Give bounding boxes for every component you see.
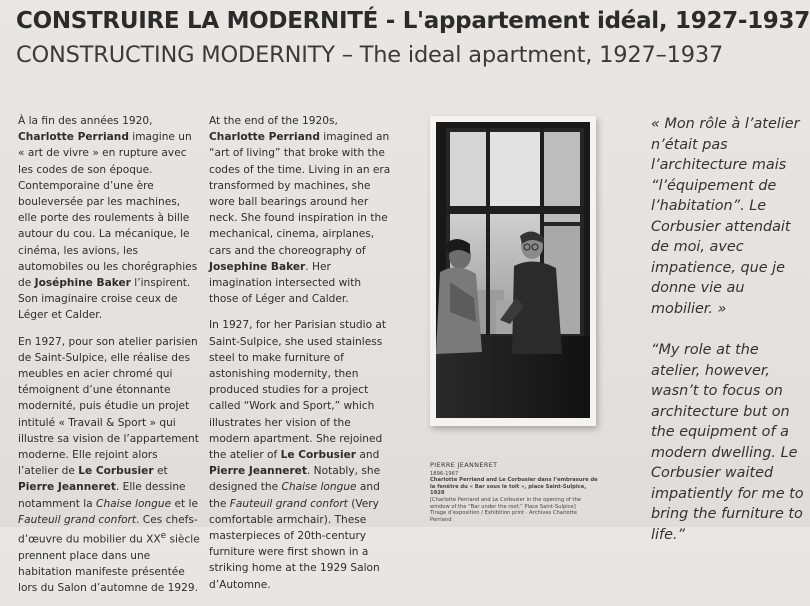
caption-credit: Tirage d’exposition / Exhibition print · Archives Charlotte Perriand [430, 510, 577, 523]
paragraph-fr-2: En 1927, pour son atelier parisien de Saint-Sulpice, elle réalise des meubles en acier chromé qui témoignent d’une étonnante modernité, puis étudie un projet intitulé « Travail & Sport » qui illustre sa vision de l’appartement moderne. Elle rejoint alors l’atelier de Le Corbusier et Pierre Jeanneret. Elle dessine notamment la Chaise longue et le Fauteuil grand confort. Ces chefs-d’œuvre du mobilier du XXe siècle prennent place dans une habitation manifeste présentée lors du Salon d’automne de 1929. [18, 335, 200, 595]
paragraph-en-2: In 1927, for her Parisian studio at Saint-Sulpice, she used stainless steel to make furniture of astonishing modernity, then produced studies for a project called “Work and Sport,” which illustrates her vision of the modern apartment. She rejoined the atelier of Le Corbusier and Pierre Jeanneret. Notably, she designed the Chaise longue and the Fauteuil grand confort (Very comfortable armchair). These masterpieces of 20th-century furniture were first shown in a striking home at the 1929 Salon d’Automne. [209, 319, 387, 591]
quote-en: “My role at the atelier, however, wasn’t to focus on architecture but on the equipment of a modern dwelling. Le Corbusier waited impatiently for me to bring the furniture to life.” [651, 342, 804, 543]
quote-fr: « Mon rôle à l’atelier n’était pas l’architecture mais “l’équipement de l’habitation”. Le Corbusier attendait de moi, avec impatience, que je donne vie au mobilier. » [651, 116, 800, 317]
title-fr: CONSTRUIRE LA MODERNITÉ - L'appartement idéal, 1927-1937 [16, 8, 810, 34]
text-column-fr [18, 113, 200, 606]
paragraph-en-1: At the end of the 1920s, Charlotte Perriand imagined an “art of living” that broke with the codes of the time. Living in an era transformed by machines, she wore ball bearings around her neck. She found inspiration in the mechanical, cinema, airplanes, cars and the choreography of Josephine Baker. Her imagination intersected with those of Léger and Calder. [209, 115, 391, 306]
caption-title-en: [Charlotte Perriand and Le Corbusier in the opening of the window of the “Bar under the roof,” Place Saint-Sulpice] [430, 496, 581, 510]
text-column-en [209, 113, 391, 603]
caption-title-fr: Charlotte Perriand and Le Corbusier dans l’embrasure de la fenêtre du « Bar sous le toit », place Saint-Sulpice, 1928 [430, 477, 598, 497]
caption-dates: 1896-1967 [430, 470, 459, 477]
photograph [436, 122, 590, 418]
title-en: CONSTRUCTING MODERNITY – The ideal apartment, 1927–1937 [16, 42, 724, 68]
paragraph-fr-1: À la fin des années 1920, Charlotte Perriand imagine un « art de vivre » en rupture avec les codes de son époque. Contemporaine d’une ère bouleversée par les machines, elle porte des roulements à bille autour du cou. La mécanique, le cinéma, les avions, les automobiles ou les chorégraphies de Joséphine Baker l’inspirent. Son imaginaire croise ceux de Léger et Calder. [18, 115, 198, 322]
photo-illustration [436, 122, 590, 418]
caption-photographer: PIERRE JEANNERET [430, 461, 498, 469]
photo-caption [430, 462, 600, 523]
